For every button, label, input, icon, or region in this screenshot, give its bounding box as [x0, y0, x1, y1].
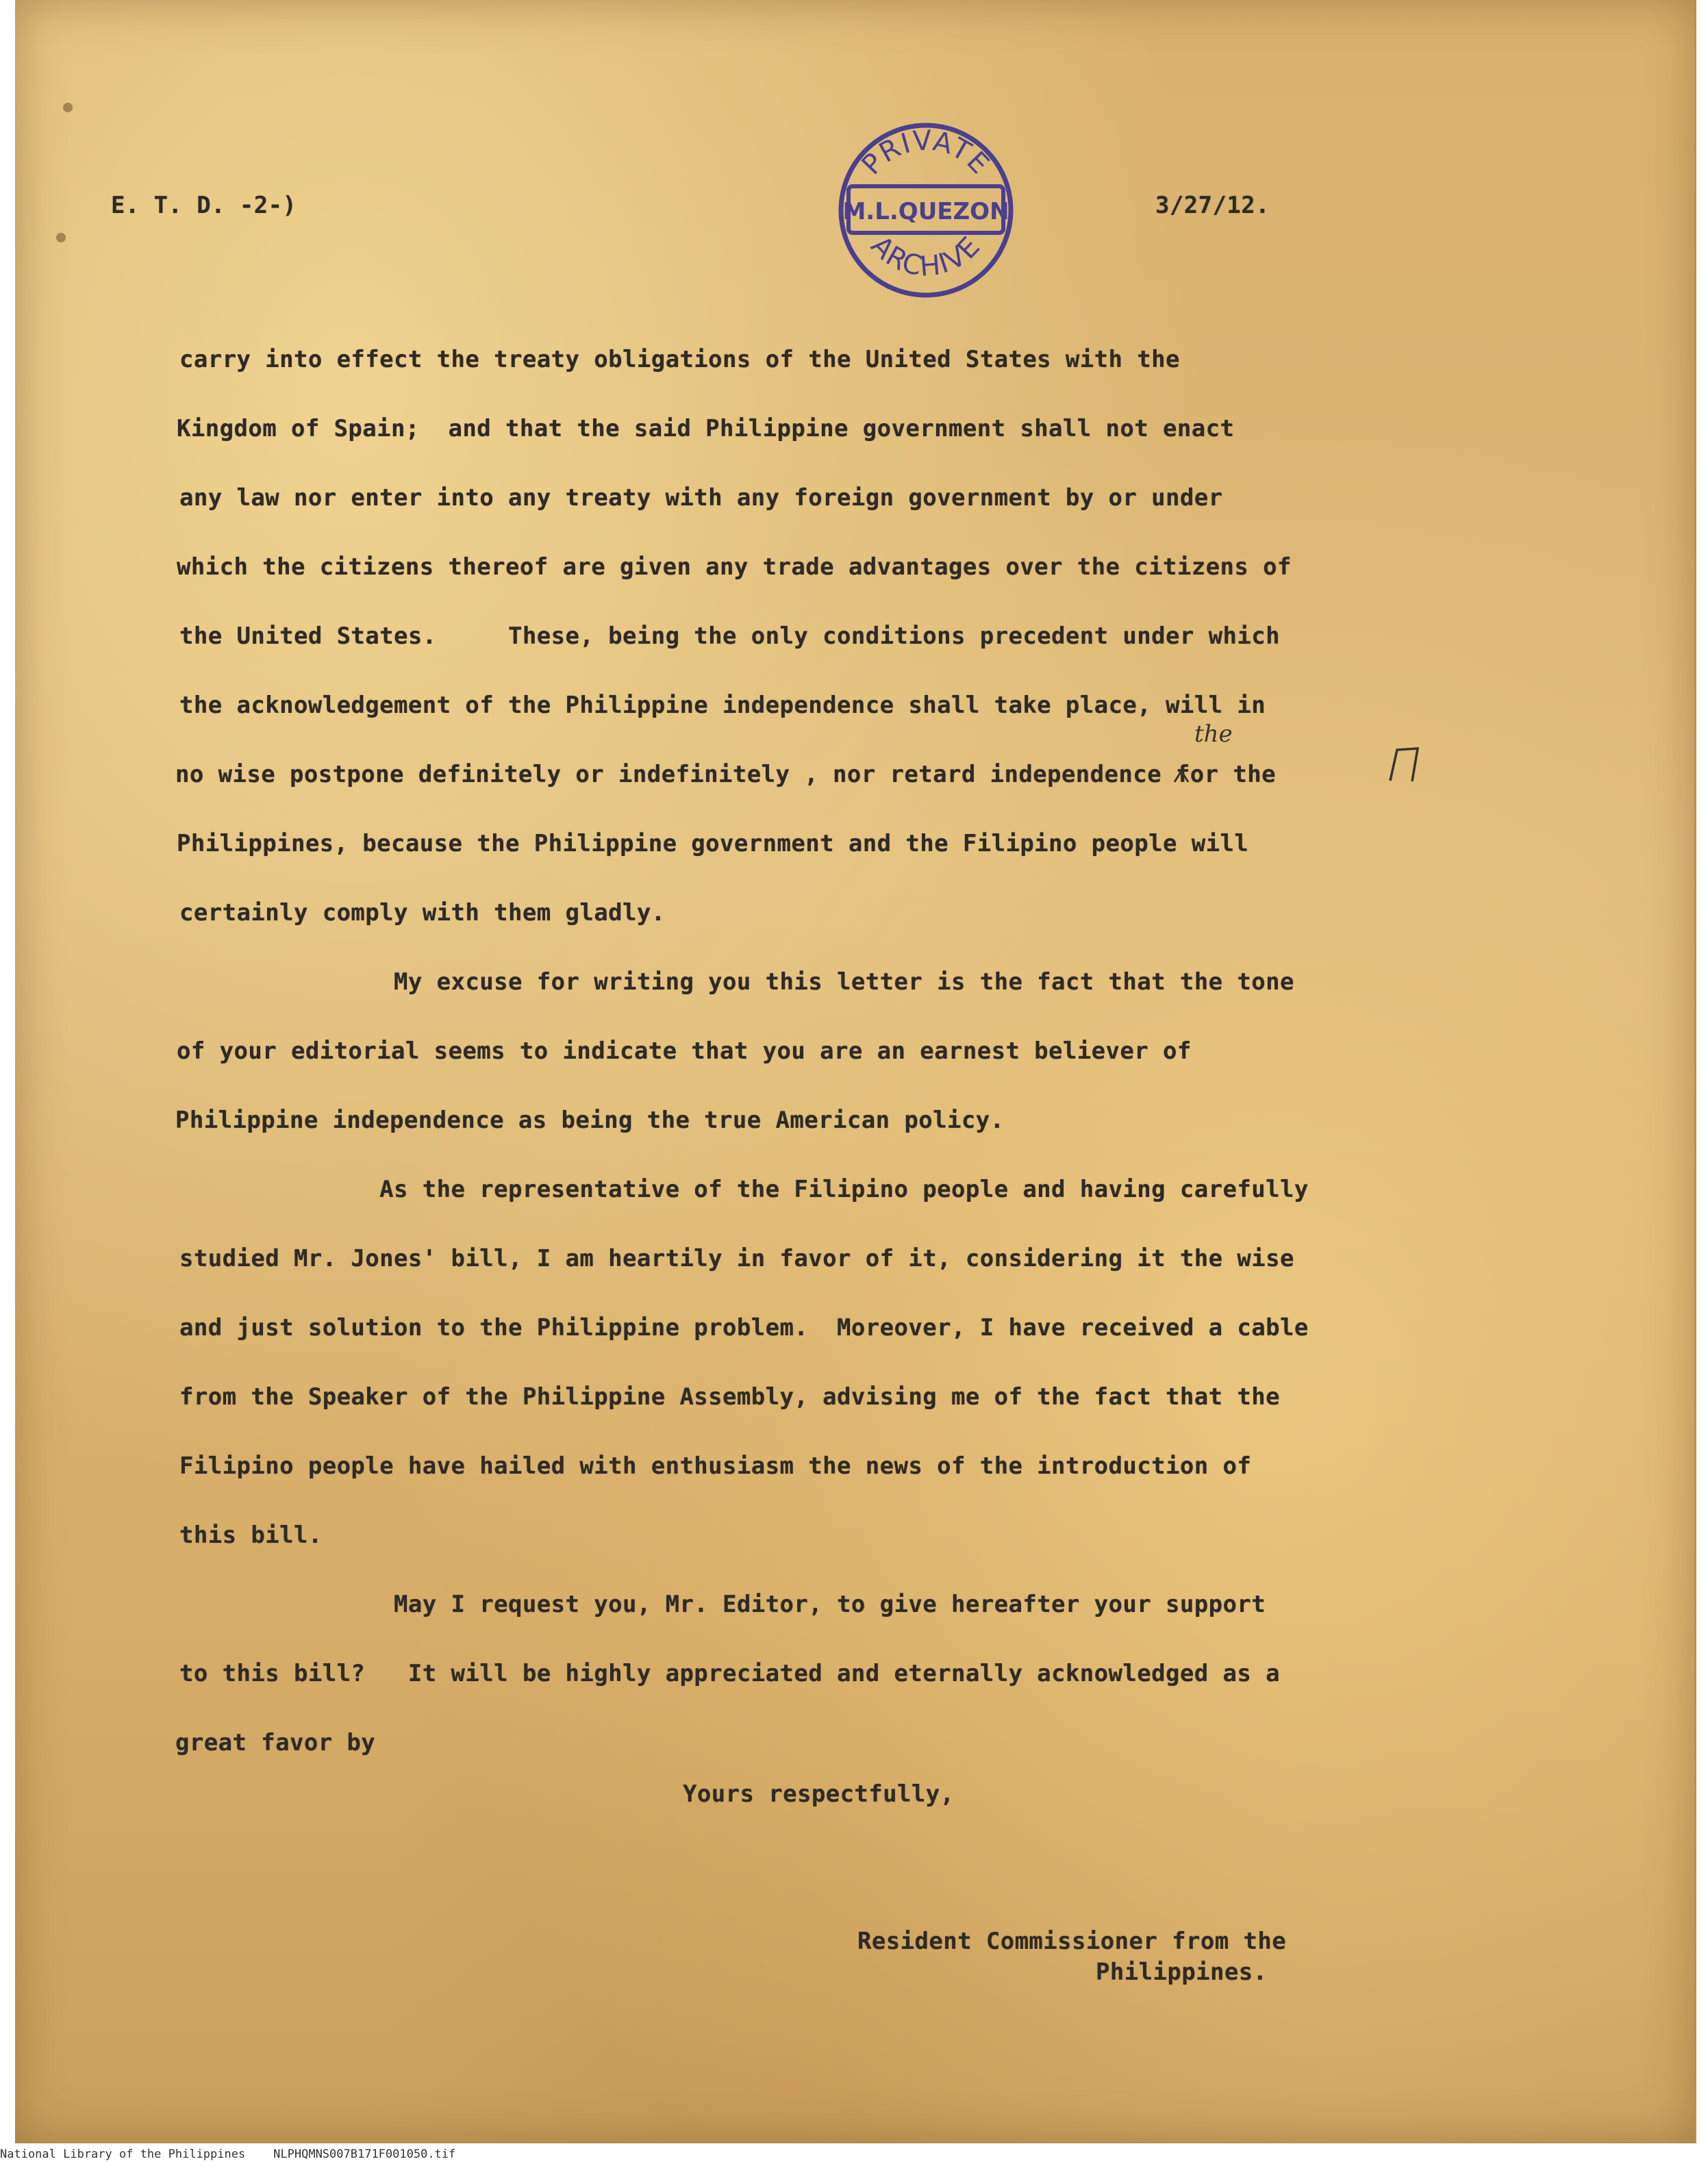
handwritten-insertion: the [1194, 720, 1233, 748]
body-line: which the citizens thereof are given any trade advantages over the citizens of [177, 553, 1292, 581]
body-line: the acknowledgement of the Philippine independence shall take place, will in [179, 692, 1266, 719]
body-line: studied Mr. Jones' bill, I am heartily in favor of it, considering it the wise [179, 1245, 1294, 1272]
body-line: great favor by [175, 1729, 376, 1756]
punch-hole [63, 103, 73, 112]
body-line: of your editorial seems to indicate that you are an earnest believer of [177, 1037, 1192, 1065]
body-line: My excuse for writing you this letter is the fact that the tone [179, 968, 1294, 996]
page-reference: E. T. D. -2-) [111, 192, 297, 219]
punch-hole [56, 233, 66, 242]
body-line: from the Speaker of the Philippine Assembly, advising me of the fact that the [179, 1383, 1280, 1411]
archive-footer-note: National Library of the Philippines NLPHQMNS007B171F001050.tif [0, 2147, 456, 2161]
body-line: certainly comply with them gladly. [179, 899, 666, 927]
body-line: to this bill? It will be highly appreciated and eternally acknowledged as a [179, 1660, 1280, 1687]
signature-line-2: Philippines. [1096, 1958, 1268, 1986]
body-line: any law nor enter into any treaty with any foreign government by or under [179, 484, 1223, 512]
handwritten-correction-mark [1385, 743, 1426, 784]
closing: Yours respectfully, [683, 1780, 955, 1808]
signature-line-1: Resident Commissioner from the [857, 1928, 1287, 1955]
body-line: the United States. These, being the only conditions precedent under which [179, 622, 1280, 650]
body-line: and just solution to the Philippine problem. Moreover, I have received a cable [179, 1314, 1309, 1341]
body-line: As the representative of the Filipino people and having carefully [179, 1176, 1309, 1203]
letter-date: 3/27/12. [1155, 192, 1270, 219]
body-line: Kingdom of Spain; and that the said Philippine government shall not enact [177, 415, 1235, 442]
body-line: Philippine independence as being the true American policy. [175, 1107, 1005, 1134]
stamp-top-text: PRIVATE [855, 125, 996, 181]
document-page [15, 0, 1696, 2143]
body-line: this bill. [179, 1522, 323, 1549]
body-line: carry into effect the treaty obligations of the United States with the [179, 346, 1180, 373]
body-line: no wise postpone definitely or indefinitely , nor retard independence for the [175, 761, 1276, 788]
stamp-graphic [833, 118, 1018, 303]
body-line: May I request you, Mr. Editor, to give hereafter your support [179, 1591, 1266, 1618]
letter-body [175, 346, 1618, 1784]
body-line: Filipino people have hailed with enthusiasm the news of the introduction of [179, 1452, 1252, 1480]
stamp-middle-text: M.L.QUEZON [842, 198, 1009, 225]
stamp-bottom-text: ARCHIVE [864, 229, 988, 283]
private-archive-stamp [833, 118, 1018, 303]
body-line: Philippines, because the Philippine government and the Filipino people will [177, 830, 1249, 857]
caret-mark [1172, 767, 1190, 785]
